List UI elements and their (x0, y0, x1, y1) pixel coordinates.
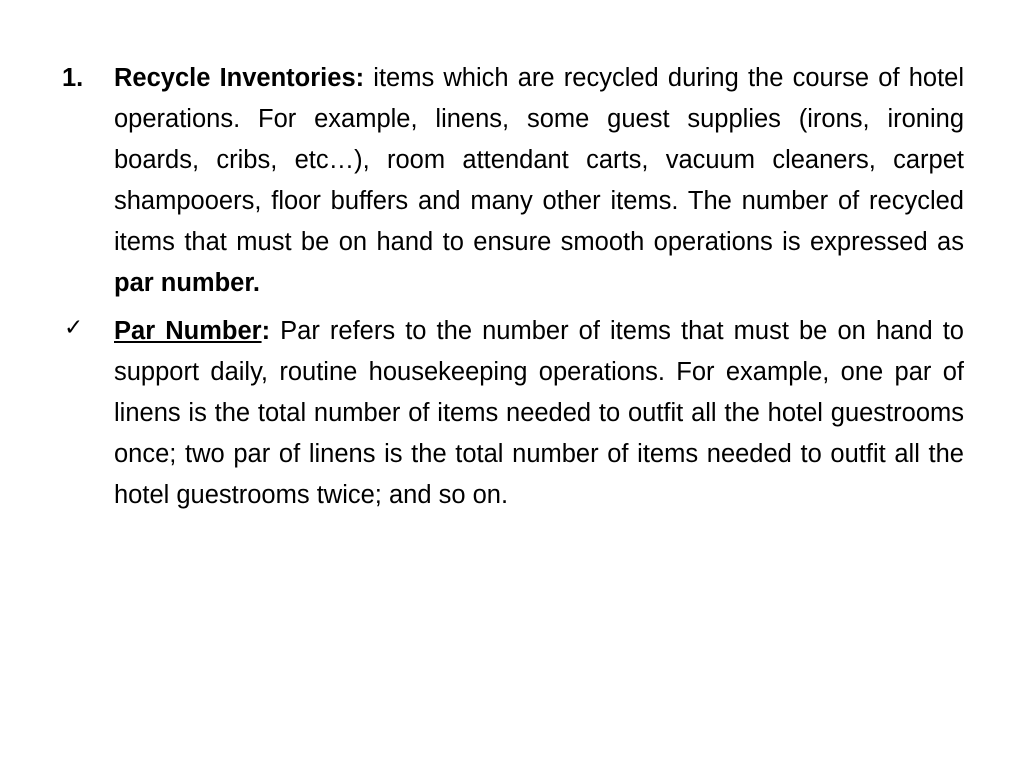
term-par-number: Par Number (114, 317, 262, 345)
checkmark-icon: ✓ (64, 315, 84, 341)
term-colon: : (261, 317, 271, 345)
numbered-item-recycle-inventories (62, 58, 964, 304)
slide-content (62, 58, 964, 516)
list-number: 1. (62, 64, 84, 92)
definition-recycle-inventories: items which are recycled during the course of hotel operations. For example, linens, some guest supplies (irons, ironing boards, cribs, etc…), room attendant carts, vacuum cleaners, carpet shampooers, floor buffers and many other items. The number of recycled items that must be on hand to ensure smooth operations is expressed as (114, 64, 965, 256)
term-recycle-inventories: Recycle Inventories: (114, 64, 365, 92)
emphasis-par-number: par number. (114, 269, 260, 297)
definition-par-number: Par refers to the number of items that must be on hand to support daily, routine housekeeping operations. For example, one par of linens is the total number of items needed to outfit all the hotel guestrooms once; two par of linens is the total number of items needed to outfit all the hotel guestrooms twice; and so on. (114, 317, 964, 509)
check-item-par-number (62, 311, 964, 516)
